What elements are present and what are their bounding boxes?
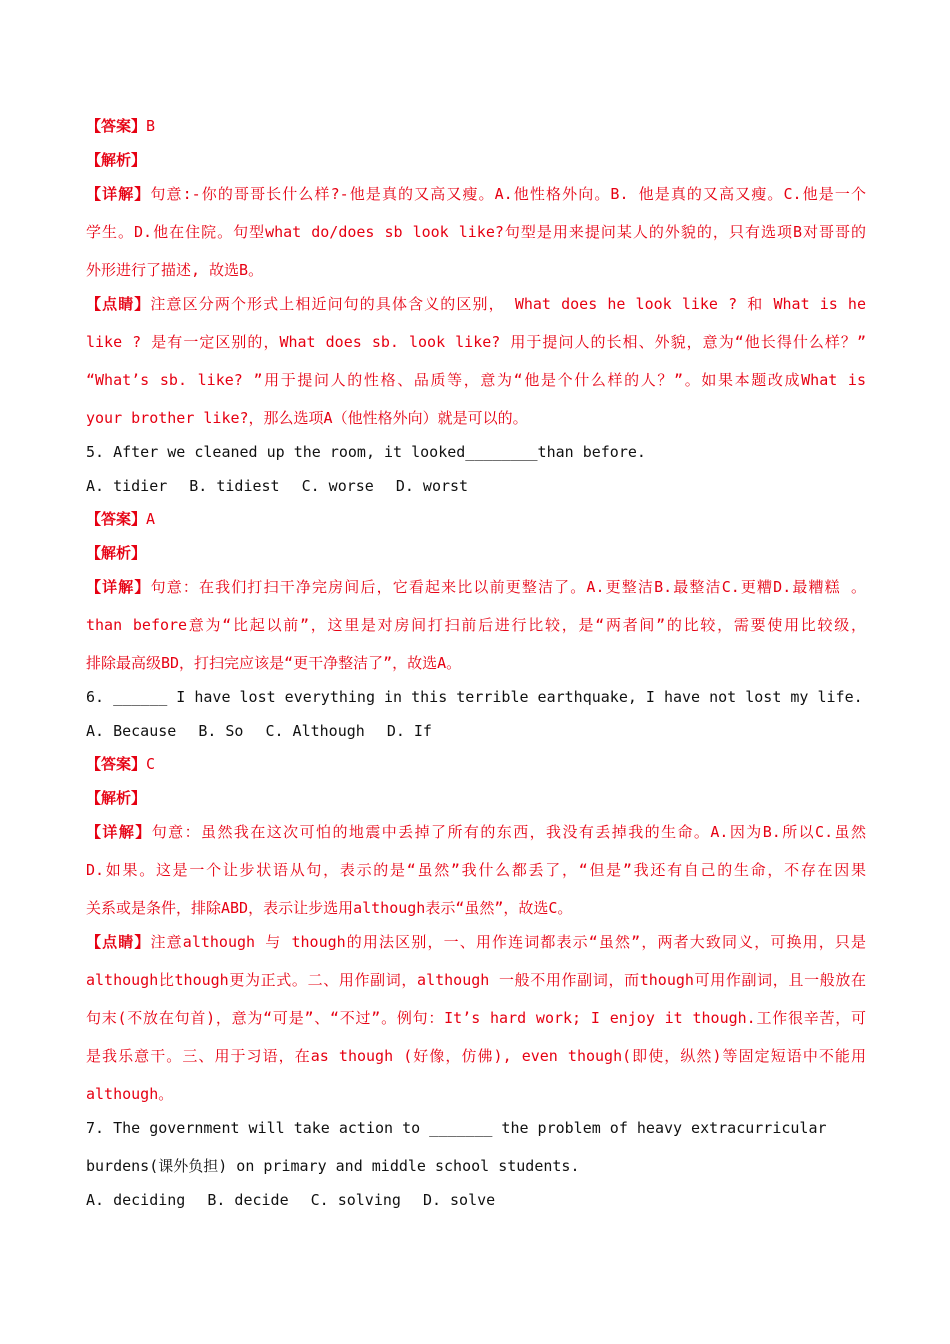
analysis-heading	[86, 542, 866, 564]
option-a: A. deciding	[86, 1191, 186, 1209]
analysis-heading	[86, 787, 866, 809]
option-c: C. worse	[301, 477, 374, 495]
answer-value: B	[146, 117, 156, 135]
detail-text: 句意:-你的哥哥长什么样?-他是真的又高又瘦。A.他性格外向。B. 他是真的又高又瘦。C.他是一个	[150, 185, 866, 203]
tip-line: although比though更为正式。二、用作副词，although 一般不用作副词，而though可用作副词，且一般放在	[86, 971, 866, 989]
options-line	[86, 720, 866, 742]
answer-value: A	[146, 510, 156, 528]
tip-line: your brother like?，那么选项A（他性格外向）就是可以的。	[86, 409, 528, 427]
analysis-tag: 【解析】	[86, 151, 147, 169]
answer-line	[86, 115, 866, 137]
option-b: B. So	[198, 722, 244, 740]
option-a: A. Because	[86, 722, 177, 740]
tip-line: “What’s sb. like? ”用于提问人的性格、品质等，意为“他是个什么样的人？”。如果本题改成What is	[86, 371, 866, 389]
detail-line	[86, 576, 866, 598]
detail-text: 句意：虽然我在这次可怕的地震中丢掉了所有的东西，我没有丢掉我的生命。A.因为B.所以C.虽然	[151, 823, 866, 841]
answer-tag: 【答案】	[86, 755, 147, 773]
detail-tag: 【详解】	[86, 185, 151, 203]
option-b: B. tidiest	[189, 477, 280, 495]
analysis-heading	[86, 149, 866, 171]
tip-line: like ? 是有一定区别的，What does sb. look like? 用于提问人的长相、外貌，意为“他长得什么样？”	[86, 333, 866, 351]
tip-line	[86, 931, 866, 953]
detail-text: 句意：在我们打扫干净完房间后，它看起来比以前更整洁了。A.更整洁B.最整洁C.更糟D.最糟糕 。	[150, 578, 866, 596]
answer-line	[86, 508, 866, 530]
detail-line: D.如果。这是一个让步状语从句，表示的是“虽然”我什么都丢了，“但是”我还有自己的生命，不存在因果	[86, 861, 866, 879]
options-line	[86, 475, 866, 497]
tip-line: although。	[86, 1085, 174, 1103]
detail-tag: 【详解】	[86, 823, 152, 841]
detail-line: 关系或是条件，排除ABD，表示让步选用although表示“虽然”，故选C。	[86, 899, 573, 917]
option-d: D. worst	[395, 477, 469, 495]
option-c: C. Although	[265, 722, 365, 740]
option-c: C. solving	[310, 1191, 401, 1209]
answer-tag: 【答案】	[86, 117, 147, 135]
detail-tag: 【详解】	[86, 578, 151, 596]
option-d: D. solve	[422, 1191, 496, 1209]
option-a: A. tidier	[86, 477, 168, 495]
tip-line: 句末(不放在句首)，意为“可是”、“不过”。例句：It’s hard work; I enjoy it though.工作很辛苦，可	[86, 1009, 866, 1027]
tip-tag: 【点睛】	[86, 933, 151, 951]
tip-text: 注意although 与 though的用法区别，一、用作连词都表示“虽然”，两者大致同义，可换用，只是	[150, 933, 866, 951]
tip-text: 注意区分两个形式上相近问句的具体含义的区别， What does he look like ? 和 What is he	[150, 295, 866, 313]
analysis-tag: 【解析】	[86, 544, 147, 562]
analysis-tag: 【解析】	[86, 789, 147, 807]
answer-line	[86, 753, 866, 775]
tip-tag: 【点睛】	[86, 295, 151, 313]
question-stem: burdens(课外负担) on primary and middle school students.	[86, 1157, 580, 1175]
tip-line: 是我乐意干。三、用于习语，在as though (好像，仿佛), even though(即使，纵然)等固定短语中不能用	[86, 1047, 866, 1065]
tip-line	[86, 293, 866, 315]
detail-line: than before意为“比起以前”，这里是对房间打扫前后进行比较，是“两者间”的比较，需要使用比较级，	[86, 616, 866, 634]
detail-line	[86, 821, 866, 843]
option-b: B. decide	[207, 1191, 289, 1209]
question-stem: 5. After we cleaned up the room, it looked________than before.	[86, 443, 646, 461]
answer-tag: 【答案】	[86, 510, 147, 528]
option-d: D. If	[386, 722, 432, 740]
detail-line: 学生。D.他在住院。句型what do/does sb look like?句型是用来提问某人的外貌的，只有选项B对哥哥的	[86, 223, 866, 241]
question-stem: 6. ______ I have lost everything in this terrible earthquake, I have not lost my life.	[86, 688, 863, 706]
answer-value: C	[146, 755, 156, 773]
question-stem: 7. The government will take action to _______ the problem of heavy extracurricular	[86, 1119, 827, 1137]
detail-line: 排除最高级BD，打扫完应该是“更干净整洁了”，故选A。	[86, 654, 462, 672]
detail-line	[86, 183, 866, 205]
detail-line: 外形进行了描述, 故选B。	[86, 261, 264, 279]
options-line	[86, 1189, 866, 1211]
